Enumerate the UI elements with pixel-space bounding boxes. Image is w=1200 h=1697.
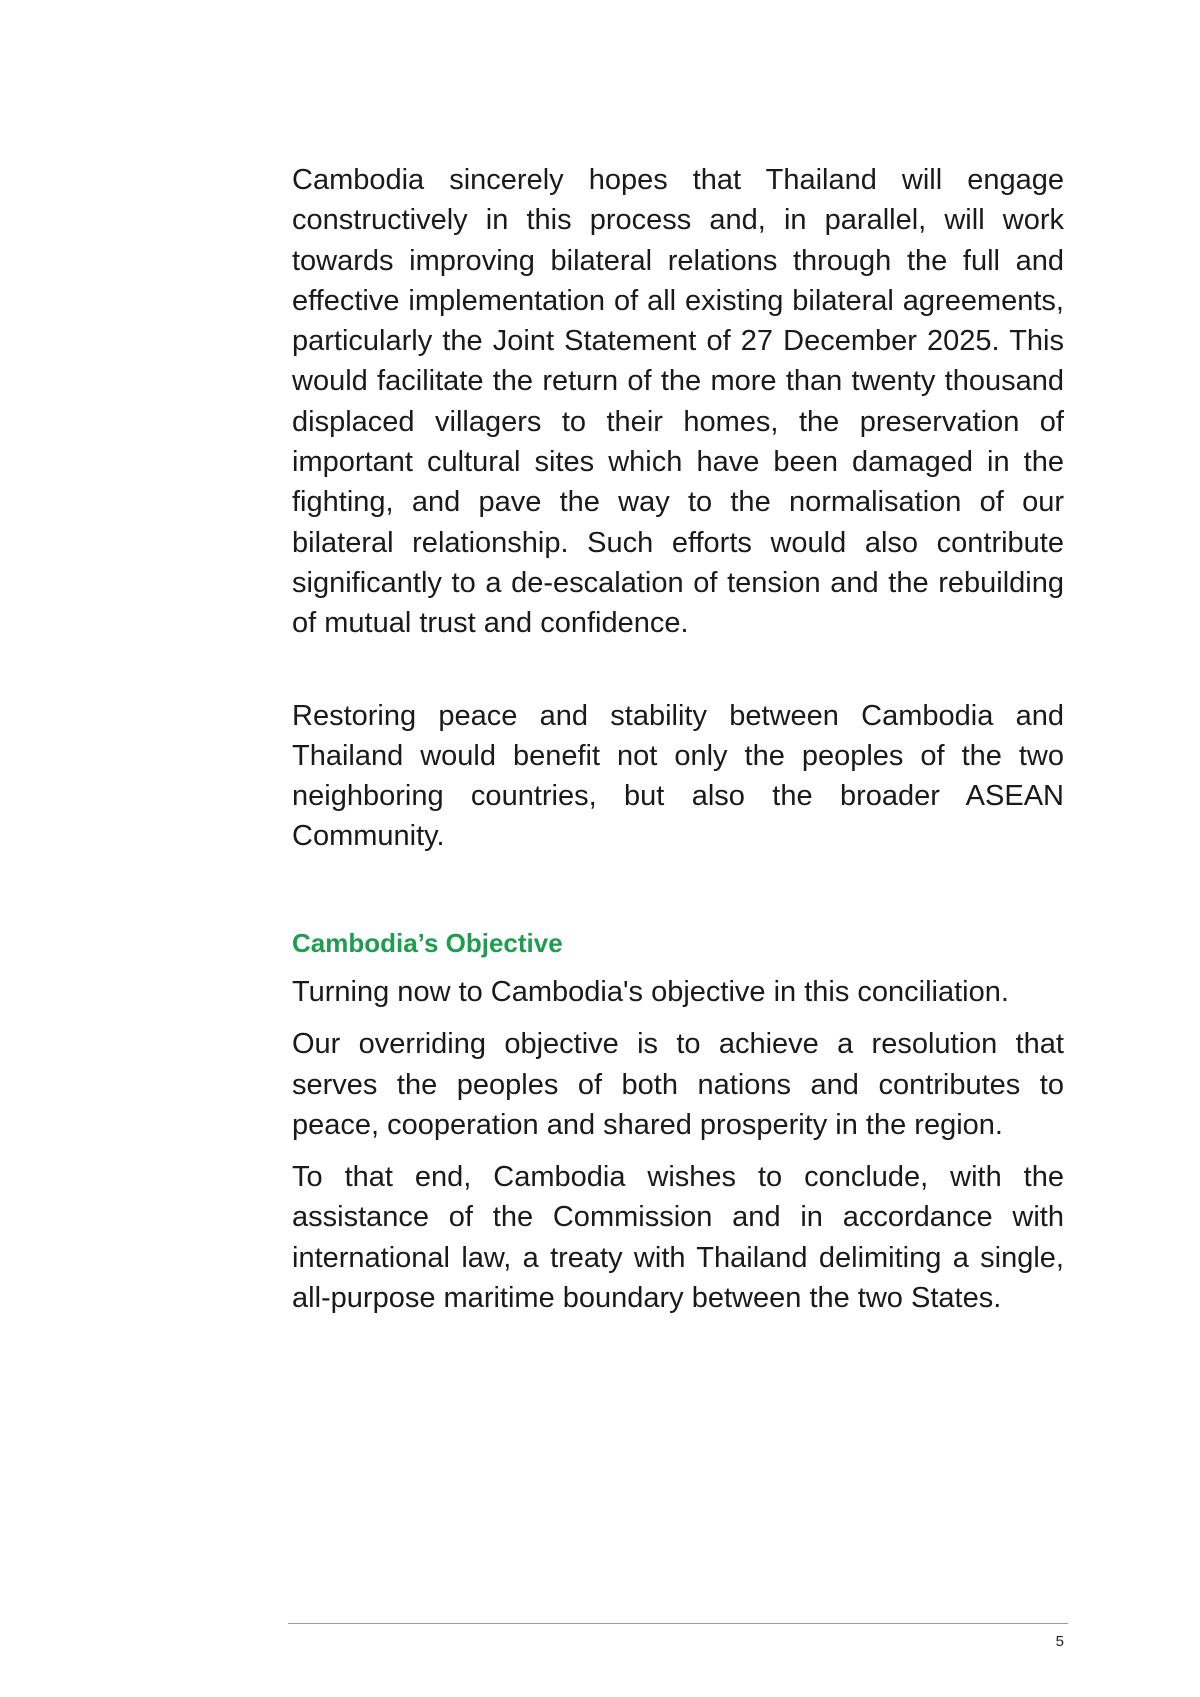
footer-divider <box>288 1623 1068 1624</box>
paragraph-turning-now: Turning now to Cambodia's objective in this conciliation. <box>292 976 1009 1008</box>
page-number: 5 <box>1055 1633 1064 1650</box>
objective-section <box>292 972 1064 1318</box>
paragraph-treaty-goal: To that end, Cambodia wishes to conclude, with the assistance of the Commission and in accordance with international law, a treaty with Thailand delimiting a single, all-purpose maritime boundary between the two States. <box>292 1161 1064 1315</box>
paragraph-overriding-objective: Our overriding objective is to achieve a resolution that serves the peoples of both nations and contributes to peace, cooperation and shared prosperity in the region. <box>292 1028 1064 1141</box>
page-body <box>292 160 1064 1315</box>
paragraph-restoring-peace: Restoring peace and stability between Cambodia and Thailand would benefit not only the peoples of the two neighboring countries, but also the broader ASEAN Community. <box>292 699 1064 853</box>
paragraph-thailand-engagement: Cambodia sincerely hopes that Thailand will engage constructively in this process and, in parallel, will work towards improving bilateral relations through the full and effective implementation of all existing bilateral agreements, particularly the Joint Statement of 27 December 2025. This would facilitate the return of the more than twenty thousand displaced villagers to their homes, the preservation of important cultural sites which have been damaged in the fighting, and pave the way to the normalisation of our bilateral relationship. Such efforts would also contribute significantly to a de-escalation of tension and the rebuilding of mutual trust and confidence. <box>292 164 1064 640</box>
section-heading: Cambodia’s Objective <box>292 928 563 958</box>
